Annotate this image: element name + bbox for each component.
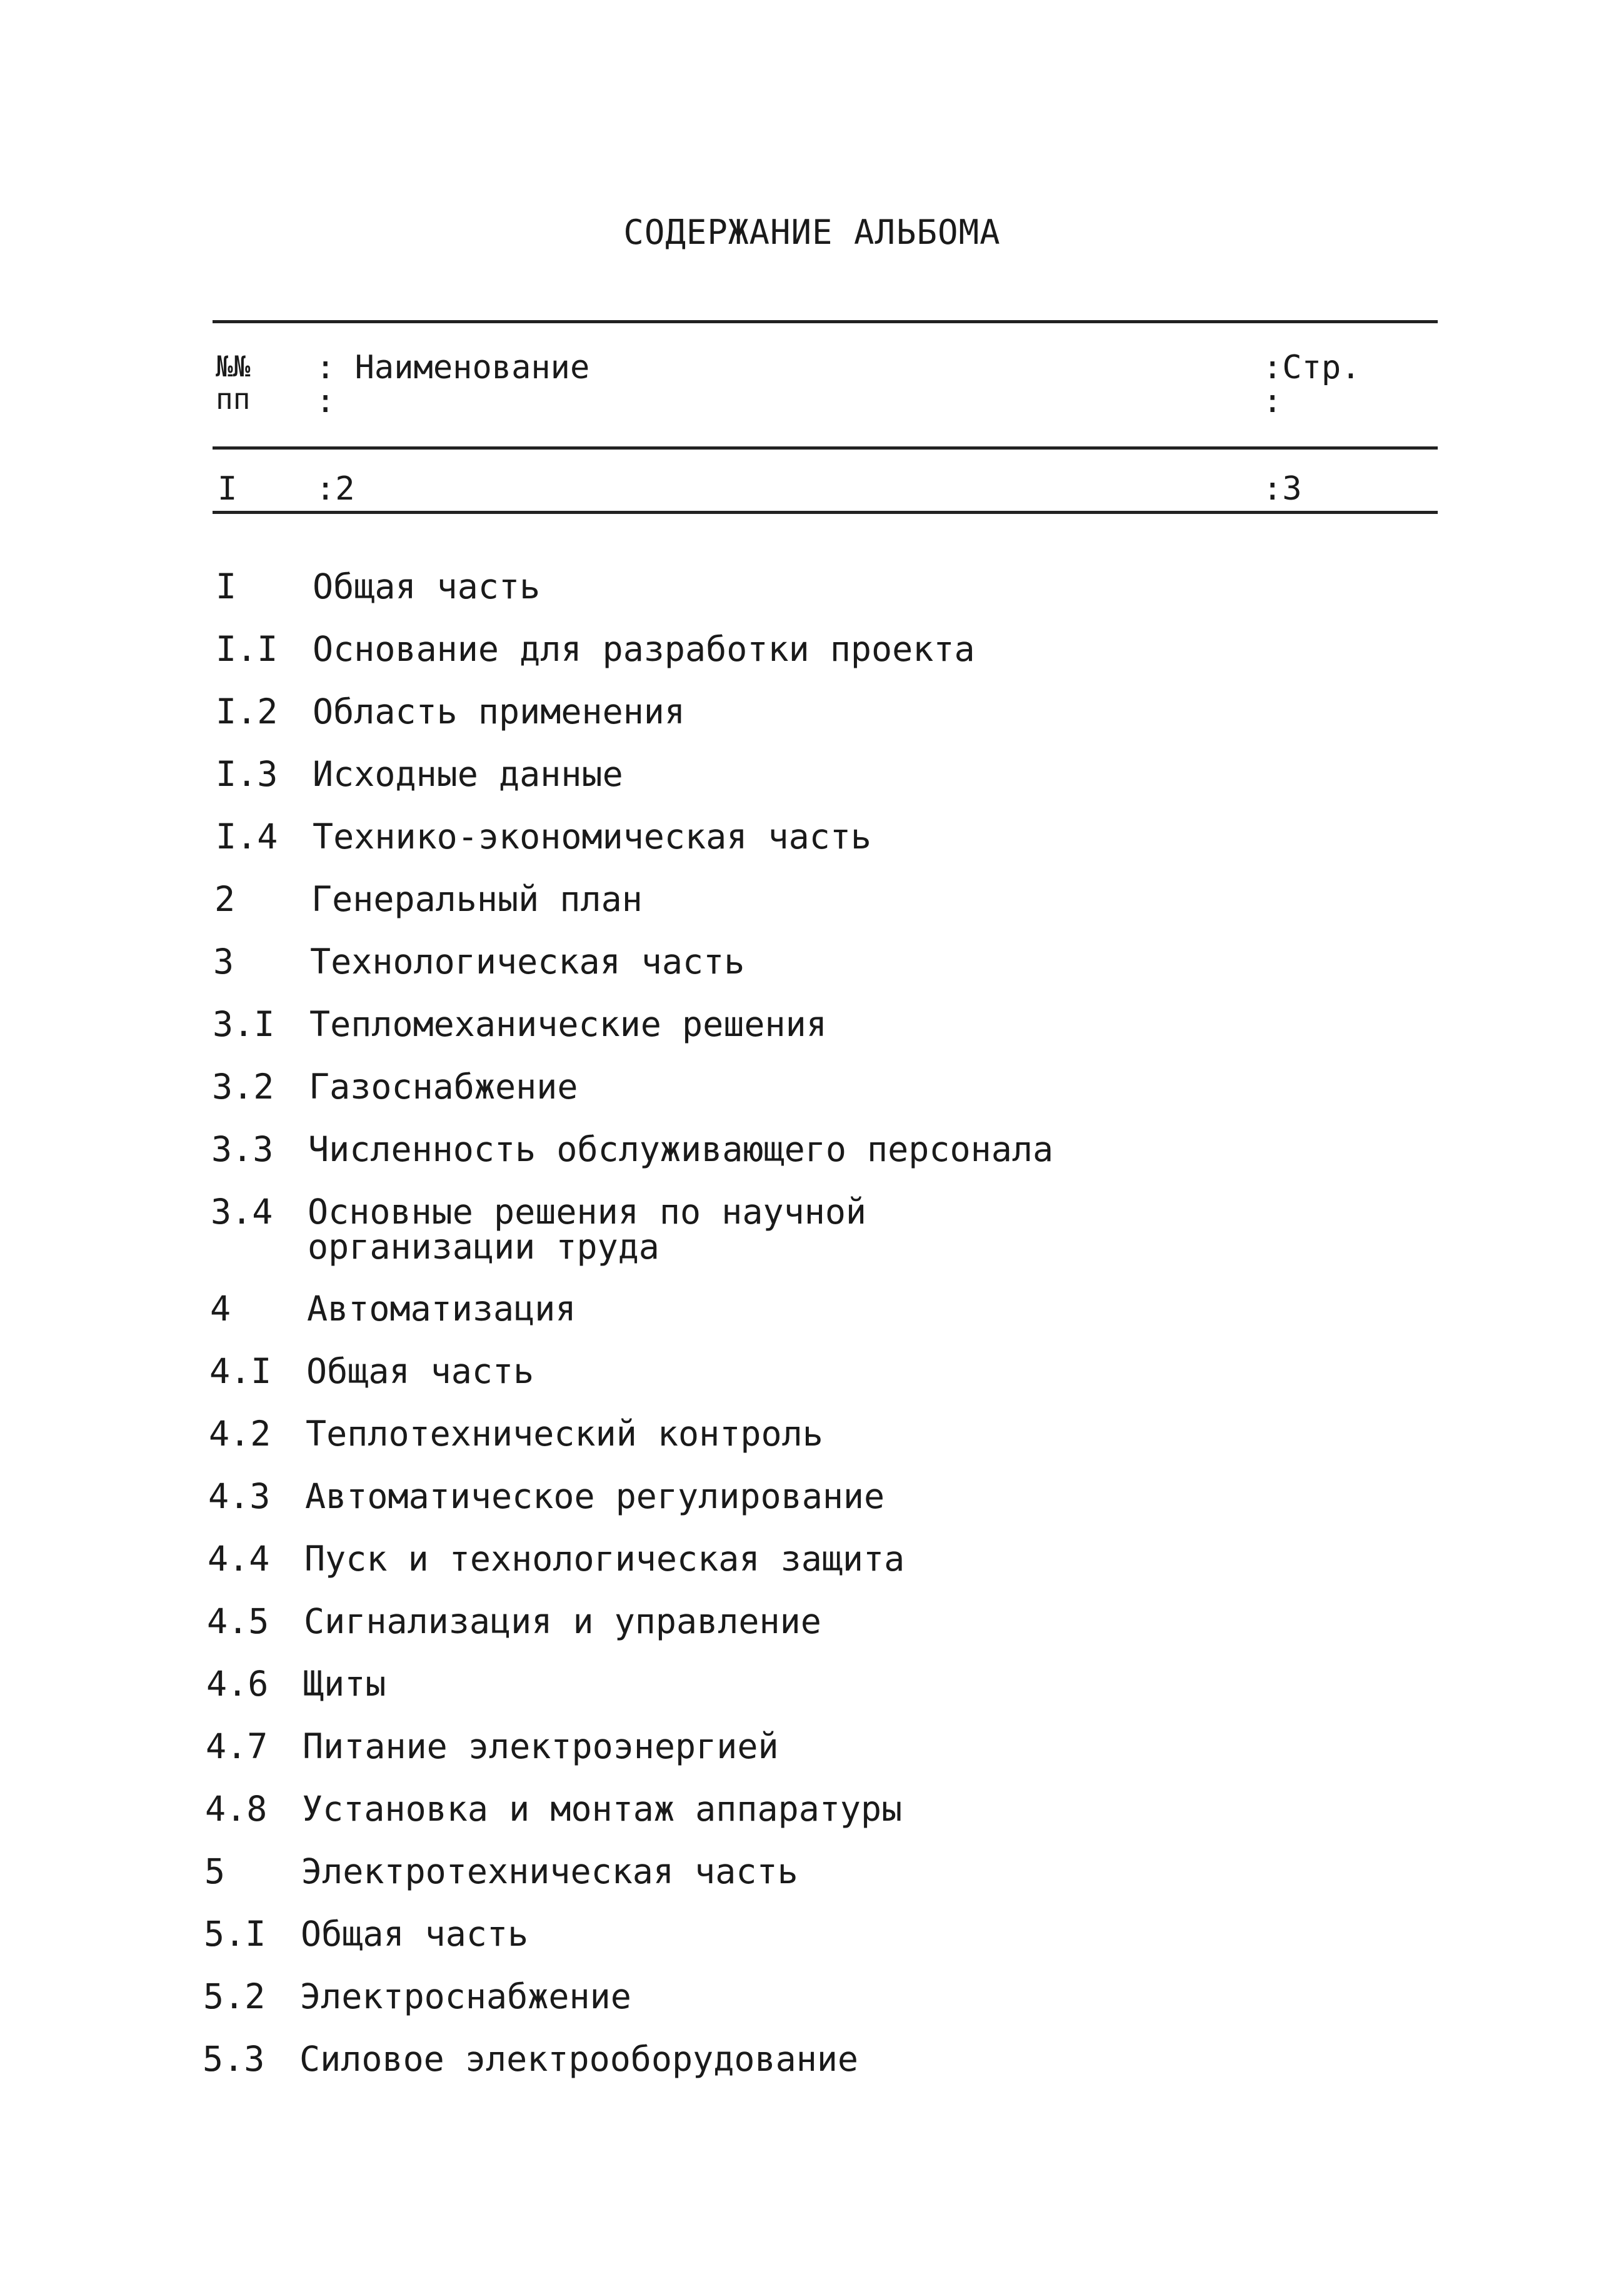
toc-row-number: 5.3 <box>203 2039 265 2079</box>
toc-row-title: Сигнализация и управление <box>304 1601 821 1641</box>
toc-row-number: 4.5 <box>207 1601 269 1641</box>
toc-row-title: Генеральный план <box>311 879 643 919</box>
toc-row-title: Технологическая часть <box>310 942 745 982</box>
toc-row-title: Щиты <box>303 1664 386 1704</box>
table-header-rule <box>213 446 1438 450</box>
toc-row-title: Общая часть <box>306 1351 534 1391</box>
toc-row-number: 4.7 <box>206 1726 268 1766</box>
toc-row-number: I <box>216 566 237 606</box>
toc-row-number: 3 <box>213 942 234 982</box>
toc-row-title: Исходные данные <box>313 754 623 794</box>
toc-row-title: Электротехническая часть <box>301 1851 798 1891</box>
toc-row-number: 5.I <box>204 1914 266 1954</box>
toc-row-title: Общая часть <box>301 1914 529 1954</box>
column-number-2: :2 <box>316 470 355 508</box>
table-numbers-rule <box>213 511 1438 514</box>
header-num-label: №№ <box>216 350 251 383</box>
toc-row-number: I.I <box>216 629 278 669</box>
toc-row-title: Технико-экономическая часть <box>313 817 872 857</box>
toc-row-number: 4.3 <box>208 1476 271 1516</box>
toc-row-number: 3.2 <box>212 1067 274 1107</box>
toc-row-title: Общая часть <box>313 566 541 606</box>
toc-row-number: 2 <box>214 879 236 919</box>
toc-row-title: Установка и монтаж аппаратуры <box>302 1789 903 1829</box>
toc-row-title: Питание электроэнергией <box>303 1726 779 1766</box>
toc-row-number: 4.8 <box>205 1789 268 1829</box>
toc-row-number: I.4 <box>216 817 278 857</box>
header-name-colon: : <box>316 383 336 420</box>
toc-row-number: 4.I <box>209 1351 272 1391</box>
toc-row-title: Газоснабжение <box>309 1067 578 1107</box>
toc-row-title: Автоматизация <box>307 1289 576 1329</box>
column-number-1: I <box>218 470 238 508</box>
toc-row-title: Тепломеханические решения <box>309 1004 827 1044</box>
table-top-rule <box>213 320 1438 323</box>
toc-row-number: 4.4 <box>208 1539 270 1579</box>
toc-row-number: 5.2 <box>203 1976 266 2016</box>
toc-row-number: I.2 <box>216 692 278 732</box>
toc-row-number: 4 <box>210 1289 231 1329</box>
toc-row-title: Основные решения по научной организации труда <box>308 1192 867 1267</box>
toc-row-number: 3.I <box>213 1004 275 1044</box>
toc-row-title: Основание для разработки проекта <box>313 629 975 669</box>
toc-row-title: Теплотехнический контроль <box>306 1414 823 1454</box>
column-number-3: :3 <box>1263 470 1302 508</box>
toc-row-title: Силовое электрооборудование <box>299 2039 859 2079</box>
toc-row-number: 5 <box>204 1851 226 1891</box>
toc-row-number: 3.3 <box>211 1129 274 1169</box>
header-page-colon: : <box>1263 383 1283 420</box>
page-title: СОДЕРЖАНИЕ АЛЬБОМА <box>623 213 1001 252</box>
toc-row-number: 4.2 <box>209 1414 271 1454</box>
toc-row-title: Численность обслуживающего персонала <box>308 1129 1054 1169</box>
header-num-label-2: пп <box>216 382 251 416</box>
toc-row-number: 3.4 <box>211 1192 273 1232</box>
toc-row-title: Электроснабжение <box>300 1976 631 2016</box>
toc-row-title: Пуск и технологическая защита <box>304 1539 905 1579</box>
toc-row-number: 4.6 <box>206 1664 269 1704</box>
toc-row-number: I.3 <box>216 754 278 794</box>
header-page-label: :Стр. <box>1263 349 1361 386</box>
toc-row-title: Область применения <box>313 692 686 732</box>
toc-row-title: Автоматическое регулирование <box>305 1476 885 1516</box>
header-name-label: : Наименование <box>316 349 590 386</box>
